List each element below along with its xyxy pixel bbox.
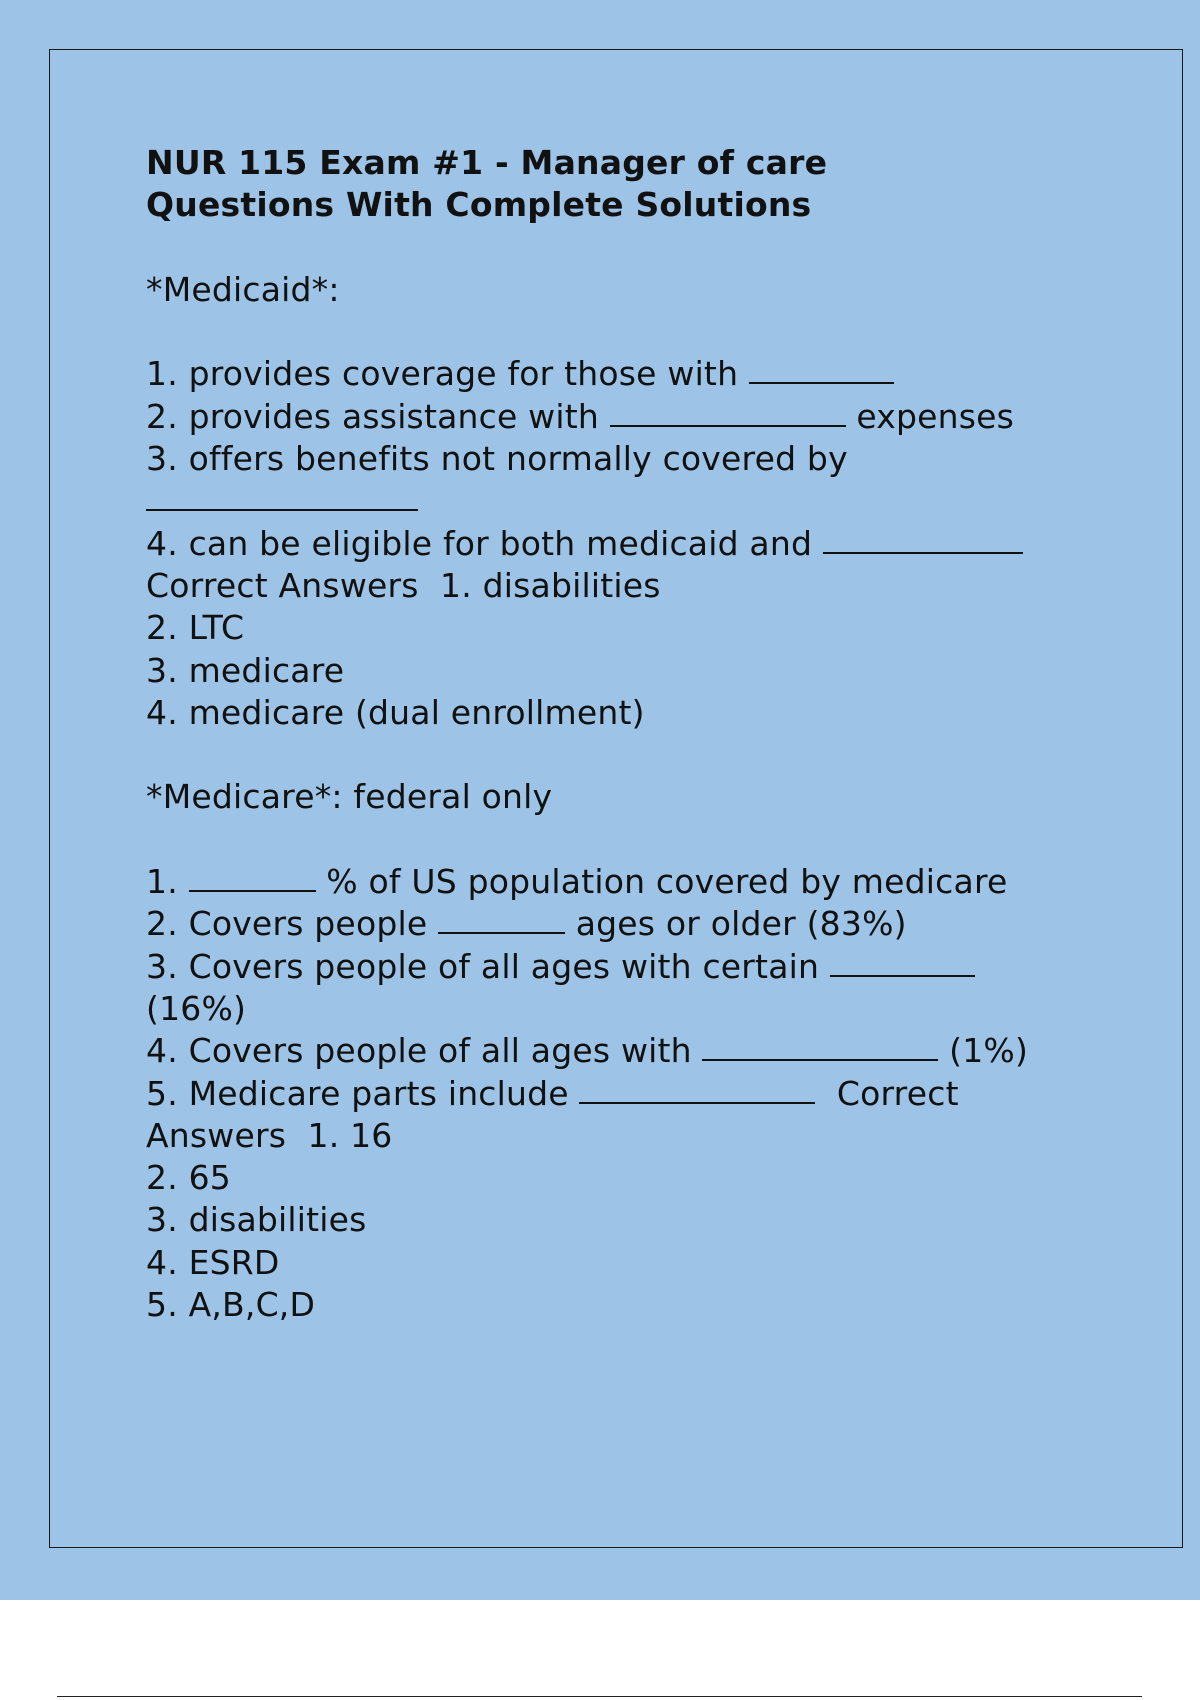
medicaid-answer-4: 4. medicare (dual enrollment)	[146, 692, 645, 732]
medicare-question-5: 5. Medicare parts include Correct	[146, 1073, 959, 1113]
answer-blank	[189, 860, 316, 892]
footer-divider	[57, 1696, 1142, 1697]
medicaid-answer-3: 3. medicare	[146, 650, 345, 690]
answer-blank	[438, 902, 565, 934]
spacer	[146, 311, 1106, 353]
medicare-question-4: 4. Covers people of all ages with (1%)	[146, 1031, 1029, 1071]
answer-blank	[830, 945, 975, 977]
medicaid-answer-2: 2. LTC	[146, 608, 245, 648]
answer-blank	[146, 479, 418, 511]
medicare-answer-3: 3. disabilities	[146, 1200, 367, 1240]
medicaid-question-3-blank	[146, 480, 1106, 522]
medicare-question-3: 3. Covers people of all ages with certain	[146, 946, 1106, 988]
medicare-answer-4: 4. ESRD	[146, 1242, 280, 1282]
title-line-2: Questions With Complete Solutions	[146, 185, 812, 225]
spacer	[146, 734, 1106, 776]
medicare-heading: *Medicare*: federal only	[146, 777, 553, 817]
medicare-answer-5: 5. A,B,C,D	[146, 1285, 316, 1325]
answer-blank	[579, 1072, 815, 1104]
medicare-answers-label: Answers 1. 16	[146, 1115, 393, 1155]
answer-blank	[610, 395, 846, 427]
answer-blank	[702, 1029, 938, 1061]
medicaid-question-3: 3. offers benefits not normally covered by	[146, 439, 848, 479]
medicaid-answers-label: Correct Answers 1. disabilities	[146, 565, 661, 605]
answer-blank	[823, 522, 1023, 554]
document-title	[146, 142, 1106, 227]
medicaid-question-4: 4. can be eligible for both medicaid and	[146, 523, 1106, 565]
answer-blank	[749, 352, 894, 384]
spacer	[146, 227, 1106, 269]
medicare-answer-2: 2. 65	[146, 1158, 231, 1198]
title-line-1: NUR 115 Exam #1 - Manager of care	[146, 143, 828, 182]
medicaid-heading: *Medicaid*:	[146, 269, 340, 309]
medicaid-question-1: 1. provides coverage for those with	[146, 353, 1106, 395]
medicare-question-2: 2. Covers people ages or older (83%)	[146, 904, 907, 944]
medicaid-question-2: 2. provides assistance with expenses	[146, 396, 1015, 436]
document-body	[146, 142, 1106, 1326]
medicare-question-1: 1. % of US population covered by medicare	[146, 862, 1008, 902]
medicare-question-3-cont: (16%)	[146, 988, 247, 1028]
spacer	[146, 819, 1106, 861]
